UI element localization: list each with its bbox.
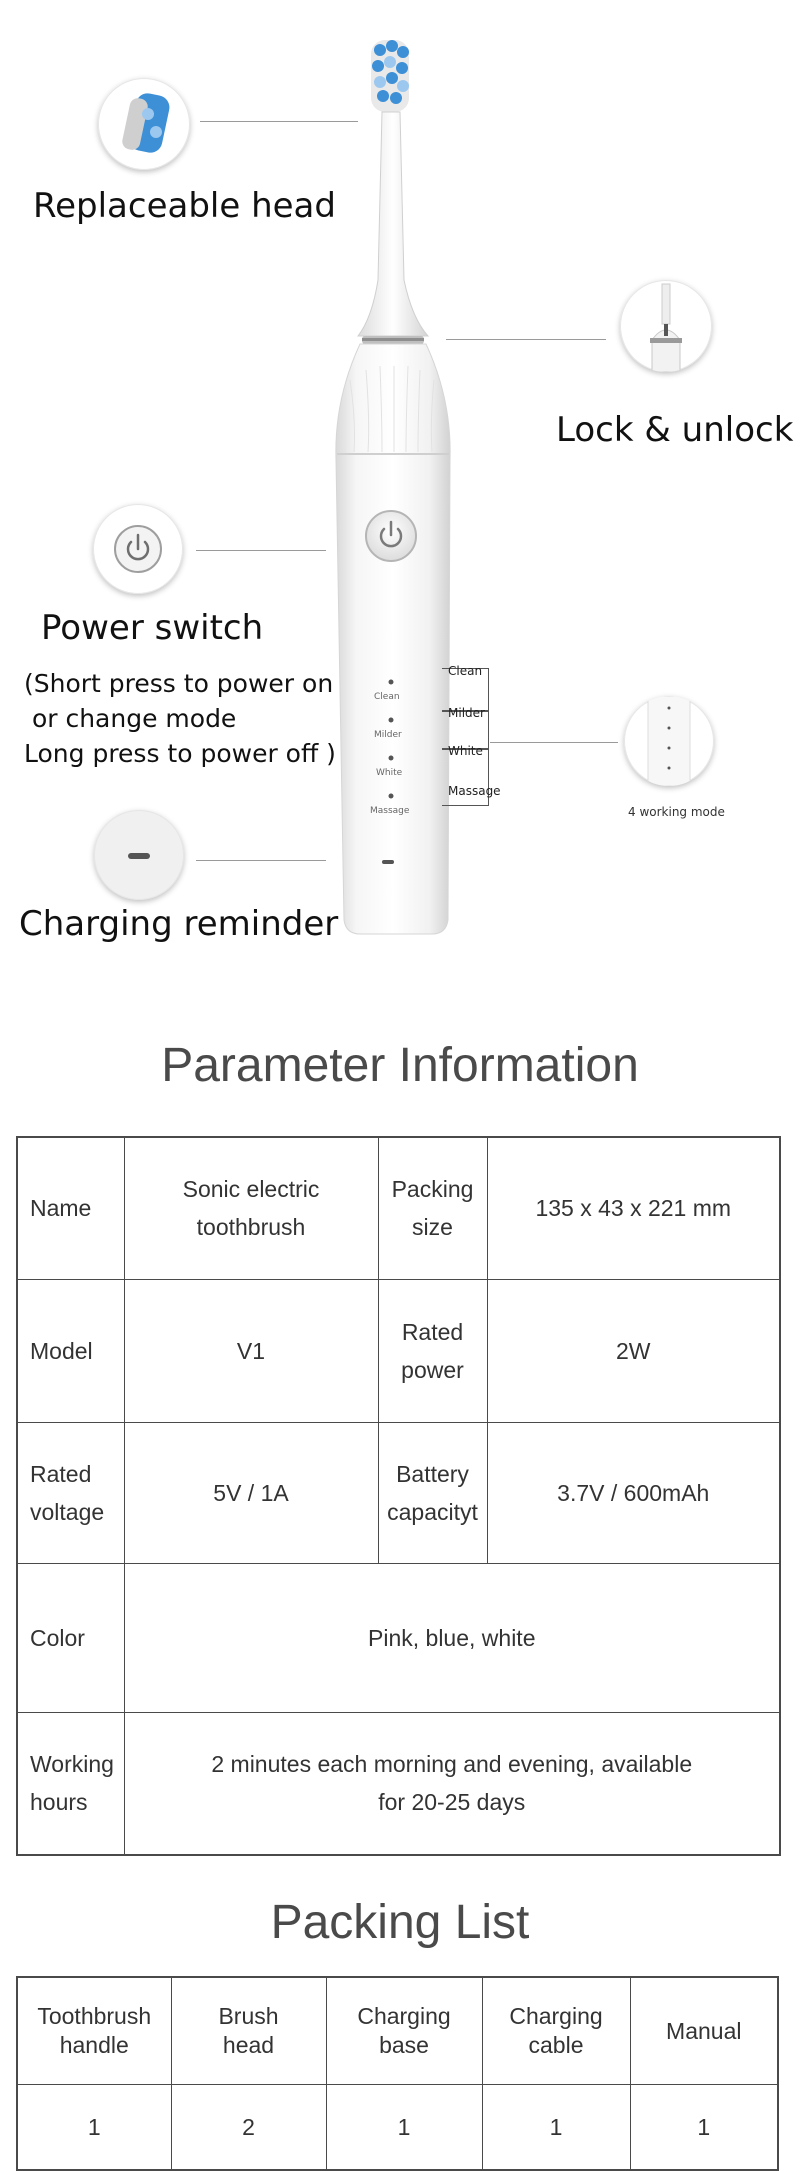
power-note-line: (Short press to power on [24, 669, 334, 698]
cell-text: Charging [509, 2003, 603, 2029]
cell-text: handle [59, 2032, 129, 2058]
table-row [17, 1977, 778, 2085]
brush-head-icon [98, 78, 190, 170]
power-icon [93, 504, 183, 594]
packing-item-name [17, 1977, 171, 2085]
cell-text: Model [30, 1337, 93, 1364]
param-value [487, 1422, 780, 1563]
power-switch-label: Power switch [41, 608, 264, 648]
lock-unlock-line [446, 339, 606, 340]
param-label [17, 1712, 124, 1855]
power-note-line: or change mode [24, 704, 237, 733]
param-label [378, 1422, 487, 1563]
table-row [17, 1563, 780, 1712]
packing-item-qty: 1 [482, 2085, 630, 2171]
param-value [487, 1137, 780, 1279]
packing-item-name [482, 1977, 630, 2085]
cell-text: 2 minutes each morning and evening, available [211, 1751, 693, 1778]
charging-reminder-label: Charging reminder [19, 904, 339, 944]
table-row [17, 1137, 780, 1279]
packing-table [16, 1976, 779, 2171]
mode-label-clean: Clean [448, 664, 483, 678]
cell-text: Color [30, 1624, 85, 1651]
cell-text: Rated [401, 1318, 464, 1345]
lock-unlock-label: Lock & unlock [556, 410, 794, 450]
param-label [378, 1279, 487, 1422]
mode-label-massage: Massage [448, 784, 501, 798]
param-value [124, 1712, 780, 1855]
cell-text: 3.7V / 600mAh [557, 1479, 710, 1506]
cell-text: voltage [30, 1498, 105, 1525]
charging-indicator-icon [94, 810, 184, 900]
charging-reminder-thumbnail [94, 810, 184, 900]
power-switch-line [196, 550, 326, 551]
cell-text: hours [30, 1789, 88, 1816]
cell-text: V1 [236, 1337, 266, 1364]
power-note-line: Long press to power off ) [24, 739, 336, 768]
cell-text: Charging [357, 2003, 451, 2029]
packing-item-qty: 1 [630, 2085, 778, 2171]
cell-text: power [401, 1356, 464, 1383]
parameter-table [16, 1136, 781, 1856]
param-value [124, 1422, 378, 1563]
cell-text: Packing [391, 1176, 474, 1203]
cell-text: Manual [666, 2017, 742, 2044]
param-value [124, 1137, 378, 1279]
mode-label-white: White [448, 744, 483, 758]
table-row [17, 1279, 780, 1422]
cell-text: head [222, 2032, 275, 2058]
packing-item-qty: 2 [171, 2085, 326, 2171]
cell-text: base [379, 2032, 429, 2058]
cell-text: cable [528, 2032, 584, 2058]
parameter-title: Parameter Information [161, 1039, 639, 1092]
packing-title: Packing List [270, 1896, 530, 1949]
working-mode-thumbnail [624, 696, 714, 786]
cell-text: Brush [218, 2003, 279, 2029]
table-row [17, 1422, 780, 1563]
replaceable-head-label: Replaceable head [33, 186, 336, 226]
mode-label-milder: Milder [448, 706, 485, 720]
power-switch-thumbnail [93, 504, 183, 594]
cell-text: 5V / 1A [213, 1479, 289, 1506]
replaceable-head-thumbnail [98, 78, 190, 170]
cell-text: Sonic electric [182, 1176, 320, 1203]
cell-text: Toothbrush [37, 2003, 152, 2029]
param-label [17, 1137, 124, 1279]
cell-text: toothbrush [196, 1214, 306, 1241]
param-value [124, 1279, 378, 1422]
charging-reminder-line [196, 860, 326, 861]
cell-text: Battery [396, 1460, 469, 1487]
param-label [17, 1279, 124, 1422]
param-value [124, 1563, 780, 1712]
table-row [17, 2085, 778, 2171]
body-mode-milder: Milder [374, 730, 402, 740]
table-row [17, 1712, 780, 1855]
cell-text: size [412, 1214, 453, 1241]
body-mode-clean: Clean [374, 692, 400, 702]
working-mode-line [490, 742, 618, 743]
packing-item-name [171, 1977, 326, 2085]
body-mode-white: White [376, 768, 403, 778]
param-label [17, 1563, 124, 1712]
packing-item-qty: 1 [17, 2085, 171, 2171]
param-label [17, 1422, 124, 1563]
cell-text: Name [30, 1195, 92, 1222]
packing-item-qty: 1 [326, 2085, 482, 2171]
working-mode-caption: 4 working mode [628, 805, 725, 819]
packing-item-name [326, 1977, 482, 2085]
cell-text: 2W [616, 1337, 651, 1364]
cell-text: 135 x 43 x 221 mm [535, 1195, 732, 1222]
product-hero [0, 0, 800, 980]
param-value [487, 1279, 780, 1422]
packing-item-name [630, 1977, 778, 2085]
param-label [378, 1137, 487, 1279]
replaceable-head-line [200, 121, 358, 122]
lock-unlock-thumbnail [620, 280, 712, 372]
cell-text: capacityt [387, 1498, 478, 1525]
cell-text: for 20-25 days [378, 1789, 526, 1816]
power-switch-note [24, 666, 344, 771]
body-mode-massage: Massage [370, 806, 410, 816]
cell-text: Rated [30, 1460, 92, 1487]
cell-text: Pink, blue, white [368, 1624, 536, 1651]
lock-collar-icon [620, 280, 712, 372]
cell-text: Working [30, 1751, 114, 1778]
mode-panel-icon [624, 696, 714, 786]
